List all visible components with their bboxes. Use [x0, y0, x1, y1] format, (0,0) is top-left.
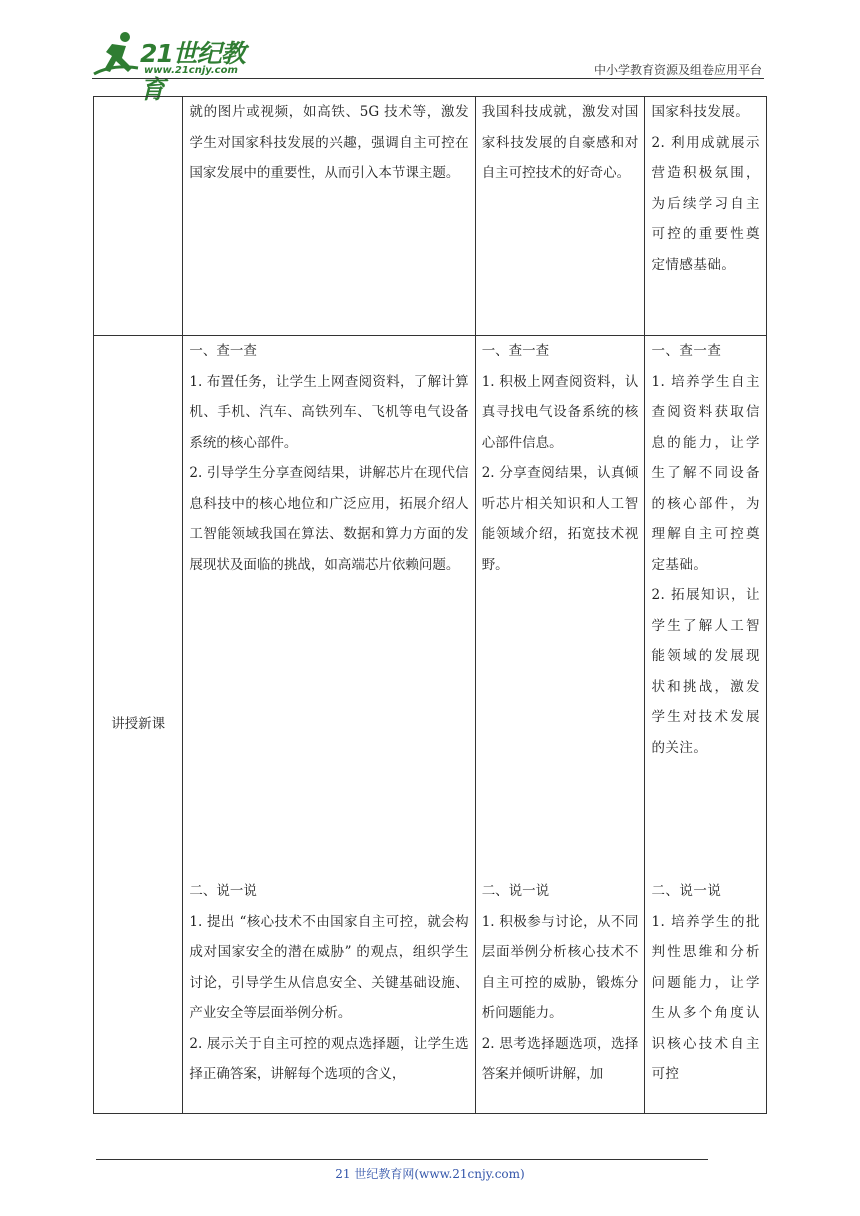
section-check: [651, 336, 760, 876]
table-row: [94, 336, 767, 1114]
student-text: 2. 分享查阅结果，认真倾听芯片相关知识和人工智能领域介绍，拓宽技术视野。: [481, 465, 639, 573]
section-check: [482, 336, 639, 876]
footer-divider: [96, 1159, 708, 1160]
runner-logo-icon: [92, 28, 142, 80]
student-activity-cell: [475, 97, 645, 336]
student-text: 我国科技成就，激发对国家科技发展的自豪感和对自主可控技术的好奇心。: [481, 104, 639, 181]
intent-text: 1. 培养学生自主查阅资料获取信息的能力，让学生了解不同设备的核心部件，为理解自主可控奠定基础。: [651, 373, 760, 573]
section-heading: 二、说一说: [481, 883, 550, 899]
student-text: 2. 思考选择题选项，选择答案并倾听讲解，加: [481, 1035, 639, 1082]
intent-text: 国家科技发展。: [651, 104, 750, 120]
student-text: 1. 积极上网查阅资料，认真寻找电气设备系统的核心部件信息。: [481, 373, 639, 451]
logo-url: www.21cnjy.com: [144, 65, 238, 76]
table-row: [94, 97, 767, 336]
teacher-text: 就的图片或视频，如高铁、5G 技术等，激发学生对国家科技发展的兴趣，强调自主可控在国家发展中的重要性，从而引入本节课主题。: [189, 104, 469, 181]
section-check: [189, 336, 468, 876]
intent-text: 1. 培养学生的批判性思维和分析问题能力，让学生从多个角度认识核心技术自主可控: [651, 913, 760, 1082]
page-header: [92, 28, 762, 104]
section-discuss: [189, 876, 468, 1090]
lesson-table: [93, 96, 767, 1114]
header-divider: [92, 78, 764, 79]
section-discuss: [482, 876, 639, 1090]
section-heading: 二、说一说: [651, 883, 722, 899]
section-heading: 一、查一查: [481, 343, 550, 359]
teacher-text: 2. 引导学生分享查阅结果，讲解芯片在现代信息科技中的核心地位和广泛应用，拓展介绍人工智能领域我国在算法、数据和算力方面的发展现状及面临的挑战，如高端芯片依赖问题。: [189, 465, 469, 573]
teacher-activity-cell: [183, 97, 475, 336]
teacher-text: 1. 布置任务，让学生上网查阅资料，了解计算机、手机、汽车、高铁列车、飞机等电气设备系统的核心部件。: [189, 373, 469, 451]
teacher-activity-cell: [183, 336, 475, 1114]
stage-cell: 讲授新课: [94, 336, 183, 1114]
section-heading: 一、查一查: [189, 343, 257, 359]
student-text: 1. 积极参与讨论，从不同层面举例分析核心技术不自主可控的威胁，锻炼分析问题能力。: [481, 913, 639, 1021]
stage-cell: [94, 97, 183, 336]
platform-title: 中小学教育资源及组卷应用平台: [593, 63, 762, 77]
logo-text: 21世纪教育: [140, 39, 245, 104]
logo: [92, 28, 262, 104]
design-intent-cell: [645, 97, 767, 336]
section-heading: 二、说一说: [189, 883, 257, 899]
teacher-text: 1. 提出 “核心技术不由国家自主可控，就会构成对国家安全的潜在威胁” 的观点，组织学生讨论，引导学生从信息安全、关键基础设施、产业安全等层面举例分析。: [189, 913, 469, 1021]
student-activity-cell: [475, 336, 645, 1114]
design-intent-cell: [645, 336, 767, 1114]
footer-link[interactable]: 21 世纪教育网(www.21cnjy.com): [335, 1167, 525, 1181]
intent-text: 2. 拓展知识，让学生了解人工智能领域的发展现状和挑战，激发学生对技术发展的关注。: [651, 587, 760, 756]
intent-text: 2. 利用成就展示营造积极氛围，为后续学习自主可控的重要性奠定情感基础。: [651, 134, 760, 273]
section-heading: 一、查一查: [651, 343, 722, 359]
section-discuss: [651, 876, 760, 1090]
teacher-text: 2. 展示关于自主可控的观点选择题，让学生选择正确答案，讲解每个选项的含义，: [189, 1035, 469, 1082]
